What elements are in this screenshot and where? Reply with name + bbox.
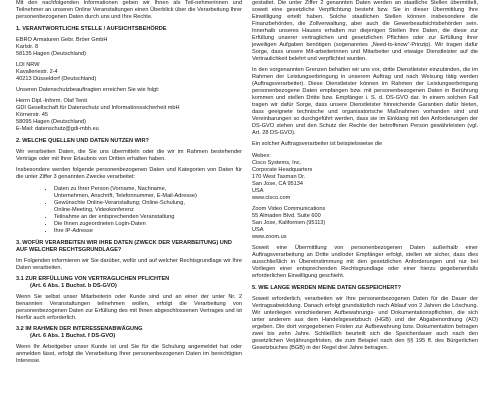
authority-address <box>16 62 242 83</box>
email-link[interactable]: E-Mail: datenschutz@gdi-mbh.eu <box>16 126 99 133</box>
list-item: • Die Ihnen zugeordneten Login-Daten <box>54 221 242 228</box>
list-item: Unternehmen, Anschrift, Telefonnummer, E-Mail-Adresse) <box>54 192 197 199</box>
address-line: Herrn Dipl.-Inform. Olaf Tenti <box>16 98 88 105</box>
address-line: San Jose, Kalifornien (95113) <box>252 219 326 226</box>
company-address <box>16 37 242 58</box>
heading-storage-duration: 5. WIE LANGE WERDEN MEINE DATEN GESPEICHERT? <box>252 284 402 291</box>
address-line: Cisco Systems, Inc. <box>252 159 302 166</box>
heading-sources-data: 2. WELCHE QUELLEN UND DATEN NUTZEN WIR? <box>16 138 149 145</box>
paragraph: In den vorgenannten Grenzen behalten wir uns vor, dritte Dienstleister einzubinden, die im Rahmen der Leistungserbringung in unserem Auftrag und nach Weisung tätig werden (Auftragsverarbeiter). Diese Dienstleister können im Rahmen der Leistungserbringung personenbezogene Daten empfangen bzw. mit personenbezogenen Daten in Berührung kommen und stellen Dritte bzw. Empfänger i. S. d. DS-GVO dar. In einem solchen Fall tragen wir dafür Sorge, dass unsere Dienstleister hinreichende Garantien dafür bieten, dass geeignete technische und organisatorische Maßnahmen vorhanden sind und Vereinbarungen so durchgeführt werden, dass sie im Einklang mit den Anforderungen der DS-GVO stehen und den Schutz der Rechte der betroffenen Person gewährleisten (vgl. Art. 28 DS-GVO). <box>252 67 478 137</box>
address-line: 55 Almaden Blvd. Suite 600 <box>252 212 321 219</box>
web-link[interactable]: www.cisco.com <box>252 194 291 201</box>
intro-paragraph: Mit den nachfolgenden Informationen geben wir Ihnen als Teil-nehmerinnen und Teilnehmer an unseren Online Veranstaltungen einen Überblick über die Verarbeitung Ihrer personenbezogenen Daten durch uns und Ihre Rechte. <box>16 0 242 20</box>
address-line: USA <box>252 187 264 194</box>
dpo-intro: Unseren Datenschutzbeauftragten erreichen Sie wie folgt: <box>16 87 160 93</box>
paragraph: Insbesondere werden folgende personenbezogenen Daten und Kategorien von Daten für die unter Ziffer 3 genannten Zwecke verarbeitet: <box>16 167 242 181</box>
subheading-contract-law: (Art. 6 Abs. 1 Buchst. b DS-GVO) <box>30 282 117 289</box>
address-line: LDI NRW <box>16 62 40 68</box>
webex-address <box>252 153 478 202</box>
paragraph: Im Folgenden informieren wir Sie darüber, wofür und auf welcher Rechtsgrundlage wir Ihre Daten verarbeiten. <box>16 257 242 271</box>
address-line: USA <box>252 226 264 233</box>
list-item: • Ihre IP-Adresse <box>54 228 242 235</box>
right-column <box>252 0 478 356</box>
paragraph: Ein solcher Auftragsverarbeiter ist beispielsweise die <box>252 141 383 148</box>
web-link[interactable]: www.zoom.us <box>252 233 287 240</box>
paragraph: Wenn Sie selbst unser Mitarbeiterin oder Kunde sind und an einer der unter Nr. 2 benannten Veranstaltungen teilnehmen wollen, erfolgt die Verarbeitung von personenbezogenen Daten zur Erfüllung des mit Ihnen abgeschlossenen Vertrages und ist hierfür auch erforderlich. <box>16 293 242 321</box>
address-line: Zoom Video Communications <box>252 205 326 212</box>
address-line: 40213 Düsseldorf (Deutschland) <box>16 76 97 82</box>
subheading-interest-law: (Art. 6 Abs. 1 Buchst. f DS-GVO) <box>30 332 116 339</box>
address-line: 58095 Hagen (Deutschland) <box>16 119 86 126</box>
left-column <box>16 0 242 369</box>
list-item: • Daten zu Ihrer Person (Vorname, Nachname, <box>54 186 242 193</box>
list-item: • Teilnahme an der entsprechenden Veranstaltung <box>54 214 242 221</box>
heading-purpose: 3. WOFÜR VERARBEITEN WIR IHRE DATEN (ZWECK DER VERARBEITUNG) UND AUF WELCHER RECHTSGRUNDLAGE? <box>16 239 232 253</box>
zoom-address <box>252 206 478 241</box>
paragraph: Wenn Ihr Arbeitgeber unser Kunde ist und Sie für die Schulung angemeldet hat oder anmelden lässt, erfolgt die Verarbeitung Ihrer personenbezogenen Daten im berechtigten Interesse. <box>16 343 242 364</box>
subheading-contract: 3.1 ZUR ERFÜLLUNG VON VERTRAGLICHEN PFLICHTEN <box>16 275 170 282</box>
address-line: Körnerstr. 45 <box>16 112 49 119</box>
paragraph: gestattet. Die unter Ziffer 2 genannten Daten werden an staatliche Stellen übermittelt, soweit eine gesetzliche Verpflichtung besteht bzw. Sie in dieser Übermittlung Ihre Einwilligung erteilt haben. Solche staatlichen Stellen können insbesondere die Finanzbehörden, die Zollverwaltung, aber auch die Gewerbeaufsichtsbehörden sein. Innerhalb unseres Hauses erhalten nur diejenigen Stellen Ihre Daten, die diese zur Erfüllung unserer vertraglichen und gesetzlichen Pflichten oder zur Erfüllung ihrer jeweiligen Aufgaben benötigen (sogenanntes „Need-to-know“-Prinzip). Wir tragen dafür Sorge, dass unsere Mit-arbeiterinnen und Mitarbeiter und etwaige Dienstleister auf die Vertraulichkeit belehrt und verpflichtet wurden. <box>252 0 478 62</box>
subheading-interest: 3.2 IM RAHMEN DER INTERESSENABWÄGUNG <box>16 325 143 332</box>
paragraph: Soweit erforderlich, verarbeiten wir Ihre personenbezogenen Daten für die Dauer der Vertragsabwicklung. Danach erfolgt grundsätzlich nach Ablauf von 2 Jahren die Löschung. Wir unterliegen verschiedenen Aufbewahrungs- und Dokumentationspflichten, die sich unter anderem aus dem Handelsgesetzbuch (HGB) und der Abgabenordnung (AO) ergeben. Die dort vorgegebenen Fristen zur Aufbewahrung bzw. Dokumentation betragen zwei bis zehn Jahre. Schließlich beurteilt sich die Speicherdauer auch nach den gesetzlichen Verjährungsfristen, die zum Beispiel nach den §§ 195 ff. des Bürgerlichen Gesetzbuches (BGB) in der Regel drei Jahre betragen. <box>252 295 478 351</box>
list-item: • Gewünschte Online-Veranstaltung; Online-Schulung, <box>54 200 242 207</box>
dpo-address <box>16 98 242 133</box>
address-line: Karlstr. 8 <box>16 44 39 50</box>
address-line: San Jose, CA 95134 <box>252 180 304 187</box>
data-categories-list <box>16 186 242 235</box>
list-item: Online-Meeting, Videokonferenz <box>54 206 134 213</box>
paragraph: Wir verarbeiten Daten, die Sie uns übermitteln oder die wir im Rahmen bestehender Verträge oder mit Ihrer Erlaubnis von Dritten erhalten haben. <box>16 149 242 163</box>
address-line: Kavalleriestr. 2-4 <box>16 69 58 75</box>
address-line: Webex: <box>252 152 271 159</box>
address-line: 58135 Hagen (Deutschland) <box>16 51 86 57</box>
address-line: EBRO Armaturen Gebr. Bröer GmbH <box>16 37 108 43</box>
address-line: GDI Gesellschaft für Datenschutz und Informationssicherheit mbH <box>16 105 180 112</box>
address-line: Corporate Headquarters <box>252 166 313 173</box>
heading-responsible-authority: 1. VERANTWORTLICHE STELLE / AUFSICHTSBEHÖRDE <box>16 26 167 32</box>
address-line: 170 West Tasman Dr. <box>252 173 306 180</box>
paragraph: Soweit eine Übermittlung von personenbezogenen Daten außerhalb einer Auftragsverarbeitung an Dritte und/oder Empfänger erfolgt, stellen wir sicher, dass dies ausschließlich in Übereinstimmung mit den gesetzlichen Anforderungen und nur bei Vorliegen einer entsprechenden Rechtsgrundlage oder einer hierzu gegebenenfalls erforderlichen Einwilligung geschieht. <box>252 244 478 279</box>
